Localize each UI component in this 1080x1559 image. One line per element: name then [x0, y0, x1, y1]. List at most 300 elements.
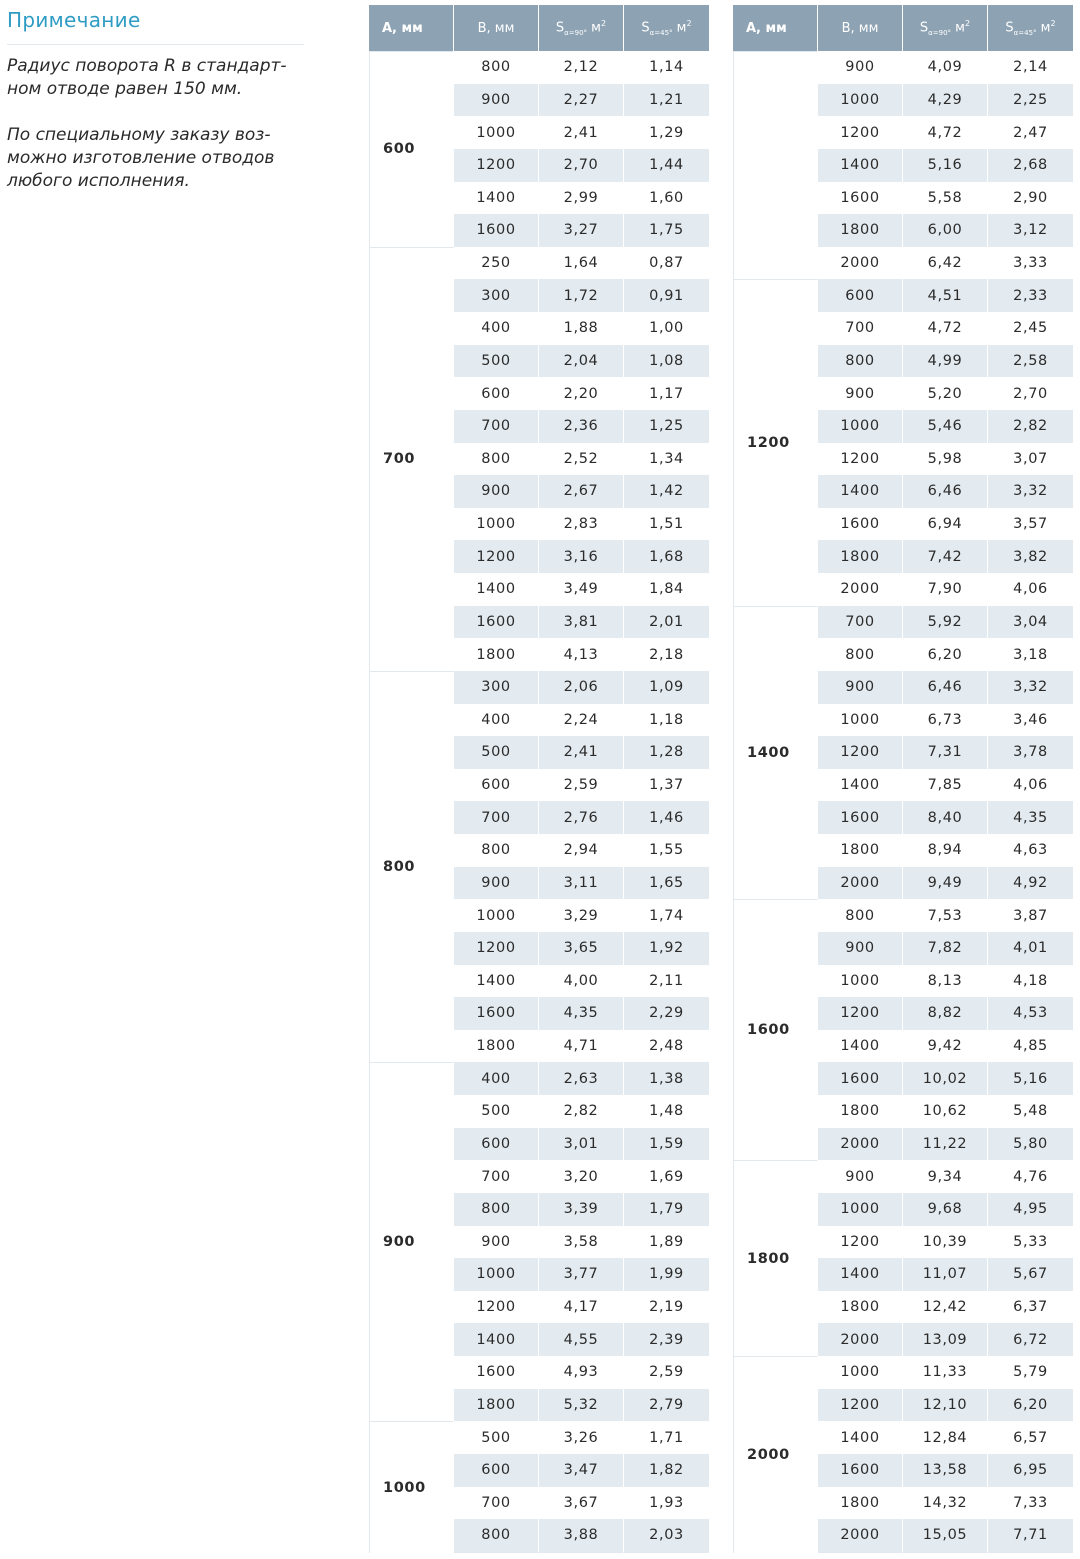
cell-s90: 1,72 [539, 279, 624, 312]
cell-b: 1600 [818, 508, 903, 541]
cell-b: 800 [454, 1519, 539, 1553]
cell-s45: 4,85 [988, 1030, 1073, 1063]
cell-s90: 5,16 [903, 149, 988, 182]
cell-s90: 8,94 [903, 834, 988, 867]
cell-s45: 1,37 [624, 769, 709, 802]
cell-s90: 2,27 [539, 84, 624, 117]
cell-s90: 5,20 [903, 377, 988, 410]
cell-a [733, 51, 818, 279]
spec-table-right [733, 5, 1073, 1553]
cell-s90: 3,39 [539, 1193, 624, 1226]
cell-s90: 3,81 [539, 606, 624, 639]
cell-s45: 3,46 [988, 704, 1073, 737]
cell-s45: 5,79 [988, 1356, 1073, 1389]
header-b: В, мм [818, 5, 903, 51]
header-s90-unit-sup: 2 [965, 19, 971, 29]
cell-b: 600 [454, 769, 539, 802]
cell-s45: 2,90 [988, 182, 1073, 215]
cell-s45: 2,39 [624, 1323, 709, 1356]
cell-s90: 7,42 [903, 540, 988, 573]
cell-b: 900 [818, 377, 903, 410]
cell-b: 1400 [454, 965, 539, 998]
cell-b: 1600 [818, 1454, 903, 1487]
cell-b: 600 [454, 377, 539, 410]
cell-s90: 4,93 [539, 1356, 624, 1389]
cell-s90: 3,88 [539, 1519, 624, 1553]
cell-s90: 2,59 [539, 769, 624, 802]
cell-b: 2000 [818, 573, 903, 606]
header-s45 [624, 5, 709, 51]
cell-b: 1000 [818, 704, 903, 737]
cell-b: 1200 [454, 149, 539, 182]
cell-b: 1400 [818, 1030, 903, 1063]
cell-s90: 6,42 [903, 247, 988, 280]
cell-s90: 8,82 [903, 997, 988, 1030]
cell-s90: 4,72 [903, 312, 988, 345]
table-row [369, 247, 709, 280]
cell-s45: 1,46 [624, 801, 709, 834]
header-s45-base: S [1005, 20, 1014, 36]
cell-s45: 3,07 [988, 443, 1073, 476]
cell-s90: 10,62 [903, 1095, 988, 1128]
cell-s90: 10,02 [903, 1062, 988, 1095]
cell-s45: 6,95 [988, 1454, 1073, 1487]
cell-s45: 6,20 [988, 1389, 1073, 1422]
cell-b: 800 [818, 638, 903, 671]
cell-s90: 6,20 [903, 638, 988, 671]
cell-b: 2000 [818, 1323, 903, 1356]
cell-s45: 6,72 [988, 1323, 1073, 1356]
cell-b: 500 [454, 1421, 539, 1454]
cell-s90: 7,31 [903, 736, 988, 769]
cell-s90: 2,12 [539, 51, 624, 84]
cell-s45: 2,03 [624, 1519, 709, 1553]
header-a: А, мм [369, 5, 454, 51]
cell-s45: 2,82 [988, 410, 1073, 443]
cell-b: 300 [454, 279, 539, 312]
cell-s90: 4,51 [903, 279, 988, 312]
cell-s90: 7,82 [903, 932, 988, 965]
cell-b: 1800 [818, 1487, 903, 1520]
cell-s90: 13,09 [903, 1323, 988, 1356]
cell-s45: 1,84 [624, 573, 709, 606]
cell-b: 800 [818, 899, 903, 932]
cell-b: 1800 [454, 1389, 539, 1422]
cell-a: 1200 [733, 279, 818, 605]
cell-s45: 1,82 [624, 1454, 709, 1487]
header-s90-base: S [919, 20, 929, 36]
cell-b: 1800 [818, 1095, 903, 1128]
cell-s90: 4,29 [903, 84, 988, 117]
cell-b: 1400 [454, 573, 539, 606]
cell-s45: 2,11 [624, 965, 709, 998]
cell-s45: 2,29 [624, 997, 709, 1030]
cell-b: 1600 [818, 801, 903, 834]
note-paragraph-radius: Радиус поворота R в стандарт-ном отводе равен 150 мм. [7, 56, 287, 99]
note-paragraph-special-order: По специальному заказу воз-можно изготовление отводов любого исполнения. [7, 125, 275, 191]
cell-s90: 7,90 [903, 573, 988, 606]
cell-b: 900 [818, 671, 903, 704]
cell-s90: 5,98 [903, 443, 988, 476]
cell-s90: 8,13 [903, 965, 988, 998]
cell-s45: 6,57 [988, 1421, 1073, 1454]
cell-s90: 2,83 [539, 508, 624, 541]
cell-s45: 3,32 [988, 671, 1073, 704]
cell-s45: 2,45 [988, 312, 1073, 345]
cell-s45: 1,51 [624, 508, 709, 541]
header-s45 [988, 5, 1073, 51]
cell-s45: 4,76 [988, 1160, 1073, 1193]
cell-s90: 2,76 [539, 801, 624, 834]
cell-a: 800 [369, 671, 454, 1063]
cell-s45: 7,33 [988, 1487, 1073, 1520]
cell-s45: 3,18 [988, 638, 1073, 671]
cell-b: 700 [454, 410, 539, 443]
cell-b: 1200 [454, 1291, 539, 1324]
header-s45-unit: м [672, 20, 687, 36]
cell-s90: 1,64 [539, 247, 624, 280]
table-row [733, 606, 1073, 639]
cell-s45: 2,14 [988, 51, 1073, 84]
table-header-row [733, 5, 1073, 51]
cell-s90: 3,20 [539, 1160, 624, 1193]
cell-b: 2000 [818, 1128, 903, 1161]
cell-s45: 5,48 [988, 1095, 1073, 1128]
table-row [733, 899, 1073, 932]
cell-b: 1200 [454, 932, 539, 965]
cell-b: 1200 [818, 997, 903, 1030]
cell-b: 1600 [454, 214, 539, 247]
cell-b: 1000 [454, 508, 539, 541]
header-s90 [903, 5, 988, 51]
cell-b: 600 [454, 1128, 539, 1161]
cell-s45: 5,16 [988, 1062, 1073, 1095]
cell-s45: 1,34 [624, 443, 709, 476]
cell-s90: 2,94 [539, 834, 624, 867]
cell-s90: 9,42 [903, 1030, 988, 1063]
cell-b: 1600 [454, 1356, 539, 1389]
cell-s45: 1,92 [624, 932, 709, 965]
cell-b: 900 [454, 1226, 539, 1259]
cell-s45: 1,75 [624, 214, 709, 247]
cell-s90: 2,06 [539, 671, 624, 704]
cell-b: 1800 [818, 214, 903, 247]
cell-b: 300 [454, 671, 539, 704]
cell-s90: 13,58 [903, 1454, 988, 1487]
cell-s90: 4,72 [903, 116, 988, 149]
cell-s45: 4,18 [988, 965, 1073, 998]
cell-s45: 1,25 [624, 410, 709, 443]
table-row [733, 279, 1073, 312]
cell-s90: 12,84 [903, 1421, 988, 1454]
cell-s45: 5,67 [988, 1258, 1073, 1291]
cell-s45: 0,91 [624, 279, 709, 312]
note-panel [7, 8, 304, 216]
cell-s45: 4,53 [988, 997, 1073, 1030]
cell-b: 1200 [454, 540, 539, 573]
cell-s45: 2,59 [624, 1356, 709, 1389]
cell-s90: 3,01 [539, 1128, 624, 1161]
cell-b: 800 [454, 834, 539, 867]
cell-s90: 5,46 [903, 410, 988, 443]
cell-b: 1800 [454, 638, 539, 671]
cell-b: 800 [454, 443, 539, 476]
header-s90-sub: α=90° [564, 28, 588, 37]
cell-s90: 2,41 [539, 116, 624, 149]
cell-s90: 4,13 [539, 638, 624, 671]
cell-s90: 2,41 [539, 736, 624, 769]
cell-b: 700 [818, 606, 903, 639]
cell-s45: 1,00 [624, 312, 709, 345]
cell-b: 800 [818, 345, 903, 378]
cell-s45: 1,99 [624, 1258, 709, 1291]
cell-s45: 4,63 [988, 834, 1073, 867]
cell-b: 1000 [454, 1258, 539, 1291]
cell-s90: 2,20 [539, 377, 624, 410]
cell-s90: 4,71 [539, 1030, 624, 1063]
cell-s45: 0,87 [624, 247, 709, 280]
cell-s90: 6,46 [903, 475, 988, 508]
table-header-row [369, 5, 709, 51]
header-s45-sub: α=45° [1013, 28, 1037, 37]
cell-a: 1400 [733, 606, 818, 900]
table-row [369, 1062, 709, 1095]
cell-s90: 1,88 [539, 312, 624, 345]
cell-s45: 1,71 [624, 1421, 709, 1454]
cell-a: 900 [369, 1062, 454, 1421]
cell-a: 1800 [733, 1160, 818, 1356]
cell-b: 1000 [454, 116, 539, 149]
table-row [733, 51, 1073, 84]
cell-s45: 4,92 [988, 867, 1073, 900]
cell-s45: 2,79 [624, 1389, 709, 1422]
header-s45-unit-sup: 2 [1050, 19, 1056, 29]
header-b: В, мм [454, 5, 539, 51]
table-row [369, 671, 709, 704]
cell-b: 1800 [818, 540, 903, 573]
cell-b: 2000 [818, 247, 903, 280]
table-row [733, 1356, 1073, 1389]
cell-s45: 3,57 [988, 508, 1073, 541]
note-title: Примечание [7, 8, 304, 45]
cell-s45: 1,48 [624, 1095, 709, 1128]
cell-a: 1000 [369, 1421, 454, 1553]
header-s45-unit: м [1036, 20, 1051, 36]
cell-b: 1000 [818, 84, 903, 117]
cell-b: 1600 [818, 1062, 903, 1095]
cell-s45: 2,70 [988, 377, 1073, 410]
header-s90-unit-sup: 2 [601, 19, 607, 29]
cell-b: 900 [454, 867, 539, 900]
cell-s90: 4,99 [903, 345, 988, 378]
cell-s90: 9,49 [903, 867, 988, 900]
cell-s45: 4,35 [988, 801, 1073, 834]
cell-b: 900 [454, 84, 539, 117]
cell-s45: 1,60 [624, 182, 709, 215]
cell-s45: 4,01 [988, 932, 1073, 965]
cell-s90: 3,58 [539, 1226, 624, 1259]
cell-s45: 1,68 [624, 540, 709, 573]
cell-b: 1400 [818, 769, 903, 802]
cell-s90: 2,36 [539, 410, 624, 443]
cell-s45: 3,32 [988, 475, 1073, 508]
cell-s90: 9,34 [903, 1160, 988, 1193]
cell-s45: 1,14 [624, 51, 709, 84]
cell-b: 400 [454, 1062, 539, 1095]
cell-s45: 4,06 [988, 769, 1073, 802]
cell-s45: 3,87 [988, 899, 1073, 932]
cell-b: 700 [818, 312, 903, 345]
table-body [369, 51, 709, 1553]
cell-b: 1200 [818, 736, 903, 769]
cell-s90: 15,05 [903, 1519, 988, 1553]
cell-b: 500 [454, 345, 539, 378]
cell-b: 600 [454, 1454, 539, 1487]
cell-s90: 3,65 [539, 932, 624, 965]
cell-s45: 2,18 [624, 638, 709, 671]
cell-s45: 3,78 [988, 736, 1073, 769]
cell-s90: 2,63 [539, 1062, 624, 1095]
cell-s45: 2,48 [624, 1030, 709, 1063]
cell-s45: 1,69 [624, 1160, 709, 1193]
cell-s45: 1,17 [624, 377, 709, 410]
cell-s45: 1,38 [624, 1062, 709, 1095]
header-s90-base: S [555, 20, 565, 36]
cell-b: 1400 [818, 149, 903, 182]
cell-s45: 7,71 [988, 1519, 1073, 1553]
cell-s45: 1,09 [624, 671, 709, 704]
cell-a: 2000 [733, 1356, 818, 1553]
cell-s90: 2,82 [539, 1095, 624, 1128]
cell-s90: 2,70 [539, 149, 624, 182]
cell-s45: 1,59 [624, 1128, 709, 1161]
cell-s90: 12,42 [903, 1291, 988, 1324]
header-s45-sub: α=45° [649, 28, 673, 37]
cell-s90: 2,24 [539, 704, 624, 737]
cell-s90: 12,10 [903, 1389, 988, 1422]
cell-b: 800 [454, 51, 539, 84]
cell-s90: 8,40 [903, 801, 988, 834]
cell-s45: 3,04 [988, 606, 1073, 639]
cell-s90: 2,99 [539, 182, 624, 215]
cell-s45: 1,42 [624, 475, 709, 508]
cell-s45: 2,33 [988, 279, 1073, 312]
cell-b: 1000 [818, 1356, 903, 1389]
header-s90-unit: м [951, 20, 965, 36]
cell-b: 700 [454, 1487, 539, 1520]
cell-b: 1400 [818, 1258, 903, 1291]
cell-s45: 1,29 [624, 116, 709, 149]
cell-s45: 4,95 [988, 1193, 1073, 1226]
cell-s90: 2,52 [539, 443, 624, 476]
cell-s45: 1,55 [624, 834, 709, 867]
cell-b: 1000 [454, 899, 539, 932]
header-a: А, мм [733, 5, 818, 51]
cell-s45: 1,65 [624, 867, 709, 900]
cell-b: 250 [454, 247, 539, 280]
cell-b: 1800 [454, 1030, 539, 1063]
cell-s90: 4,17 [539, 1291, 624, 1324]
cell-s90: 14,32 [903, 1487, 988, 1520]
cell-b: 600 [818, 279, 903, 312]
cell-s90: 5,32 [539, 1389, 624, 1422]
cell-s45: 1,79 [624, 1193, 709, 1226]
cell-s90: 3,67 [539, 1487, 624, 1520]
table-row [369, 51, 709, 84]
cell-b: 1200 [818, 1226, 903, 1259]
cell-s45: 5,33 [988, 1226, 1073, 1259]
spec-table-left [369, 5, 709, 1553]
cell-b: 1000 [818, 965, 903, 998]
cell-a: 600 [369, 51, 454, 247]
cell-s90: 6,00 [903, 214, 988, 247]
cell-s90: 10,39 [903, 1226, 988, 1259]
header-s90 [539, 5, 624, 51]
cell-s45: 2,47 [988, 116, 1073, 149]
cell-b: 1400 [818, 1421, 903, 1454]
cell-s90: 5,92 [903, 606, 988, 639]
cell-s90: 2,04 [539, 345, 624, 378]
cell-a: 1600 [733, 899, 818, 1160]
table-body [733, 51, 1073, 1553]
cell-b: 1800 [818, 834, 903, 867]
cell-s90: 4,35 [539, 997, 624, 1030]
cell-s90: 11,22 [903, 1128, 988, 1161]
cell-s45: 1,74 [624, 899, 709, 932]
cell-s90: 6,46 [903, 671, 988, 704]
cell-s90: 2,67 [539, 475, 624, 508]
cell-s45: 2,25 [988, 84, 1073, 117]
cell-s90: 4,09 [903, 51, 988, 84]
cell-b: 400 [454, 312, 539, 345]
cell-s90: 4,55 [539, 1323, 624, 1356]
cell-b: 1800 [818, 1291, 903, 1324]
cell-s45: 1,44 [624, 149, 709, 182]
cell-b: 900 [818, 1160, 903, 1193]
cell-s90: 9,68 [903, 1193, 988, 1226]
cell-b: 800 [454, 1193, 539, 1226]
cell-s45: 1,18 [624, 704, 709, 737]
cell-s90: 6,94 [903, 508, 988, 541]
cell-s45: 1,28 [624, 736, 709, 769]
cell-s90: 11,33 [903, 1356, 988, 1389]
table-row [733, 1160, 1073, 1193]
header-s90-sub: α=90° [928, 28, 952, 37]
cell-b: 1400 [454, 182, 539, 215]
header-s90-unit: м [587, 20, 601, 36]
cell-b: 700 [454, 1160, 539, 1193]
cell-s90: 3,26 [539, 1421, 624, 1454]
cell-s90: 3,27 [539, 214, 624, 247]
cell-b: 1600 [454, 997, 539, 1030]
cell-b: 900 [818, 51, 903, 84]
cell-s90: 5,58 [903, 182, 988, 215]
cell-s45: 4,06 [988, 573, 1073, 606]
cell-s45: 6,37 [988, 1291, 1073, 1324]
cell-b: 1400 [454, 1323, 539, 1356]
cell-s90: 3,77 [539, 1258, 624, 1291]
cell-s90: 3,47 [539, 1454, 624, 1487]
cell-b: 1000 [818, 410, 903, 443]
cell-b: 1600 [454, 606, 539, 639]
cell-s45: 2,68 [988, 149, 1073, 182]
cell-b: 700 [454, 801, 539, 834]
table-row [369, 1421, 709, 1454]
cell-b: 900 [818, 932, 903, 965]
cell-b: 500 [454, 1095, 539, 1128]
cell-s90: 4,00 [539, 965, 624, 998]
cell-b: 1200 [818, 116, 903, 149]
